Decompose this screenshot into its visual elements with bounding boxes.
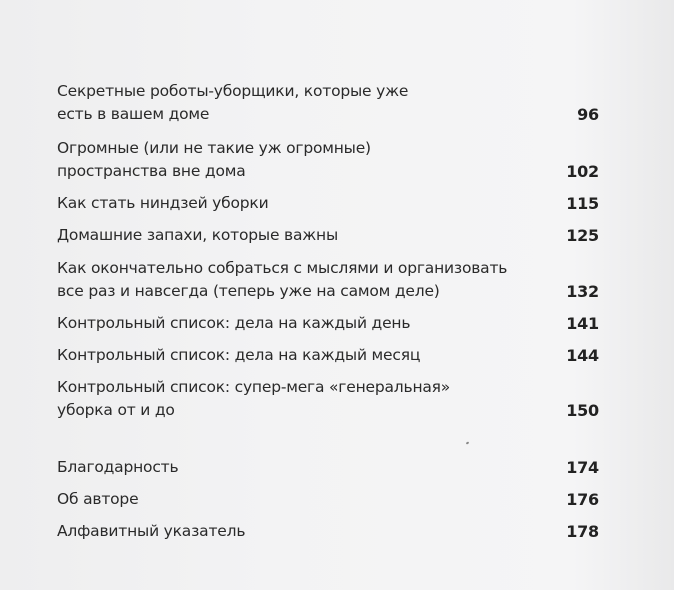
toc-page-number: 174 (566, 458, 599, 477)
toc-entry (57, 192, 599, 215)
toc-entry-title: Контрольный список: дела на каждый месяц (57, 346, 421, 364)
toc-entry (57, 312, 599, 335)
toc-entry (57, 376, 599, 422)
toc-entry (57, 344, 599, 367)
toc-entry-title: Об авторе (57, 490, 139, 508)
toc-entry (57, 224, 599, 247)
toc-entry-title: Контрольный список: супер-мега «генеральная» (57, 378, 451, 396)
toc-entry-title: Контрольный список: дела на каждый день (57, 314, 411, 332)
toc-page-number: 125 (566, 226, 599, 245)
toc-entry-title: Домашние запахи, которые важны (57, 226, 338, 244)
toc-page-number: 144 (566, 346, 599, 365)
toc-entry-title: Огромные (или не такие уж огромные) (57, 139, 371, 157)
toc-entry-title: все раз и навсегда (теперь уже на самом деле) (57, 282, 440, 300)
toc-entry (57, 520, 599, 543)
toc-entry-title: пространства вне дома (57, 162, 246, 180)
toc-entry (57, 137, 599, 183)
toc-entry (57, 257, 599, 303)
toc-page-number: 176 (566, 490, 599, 509)
toc-page-number: 102 (566, 162, 599, 181)
toc-entry (57, 456, 599, 479)
toc-page-number: 178 (566, 522, 599, 541)
toc-entry (57, 80, 599, 126)
toc-entry-title: Как стать ниндзей уборки (57, 194, 269, 212)
toc-page-number: 115 (566, 194, 599, 213)
toc-entry (57, 488, 599, 511)
toc-page-number: 132 (566, 282, 599, 301)
toc-entry-title: уборка от и до (57, 401, 175, 419)
toc-page-number: 141 (566, 314, 599, 333)
toc-page-number: 96 (577, 105, 599, 124)
toc-entry-title: Алфавитный указатель (57, 522, 246, 540)
toc-page-number: 150 (566, 401, 599, 420)
toc-entry-title: Как окончательно собраться с мыслями и организовать (57, 259, 508, 277)
toc-entry-title: Благодарность (57, 458, 179, 476)
toc-entry-title: есть в вашем доме (57, 105, 210, 123)
toc-entry-title: Секретные роботы-уборщики, которые уже (57, 82, 409, 100)
